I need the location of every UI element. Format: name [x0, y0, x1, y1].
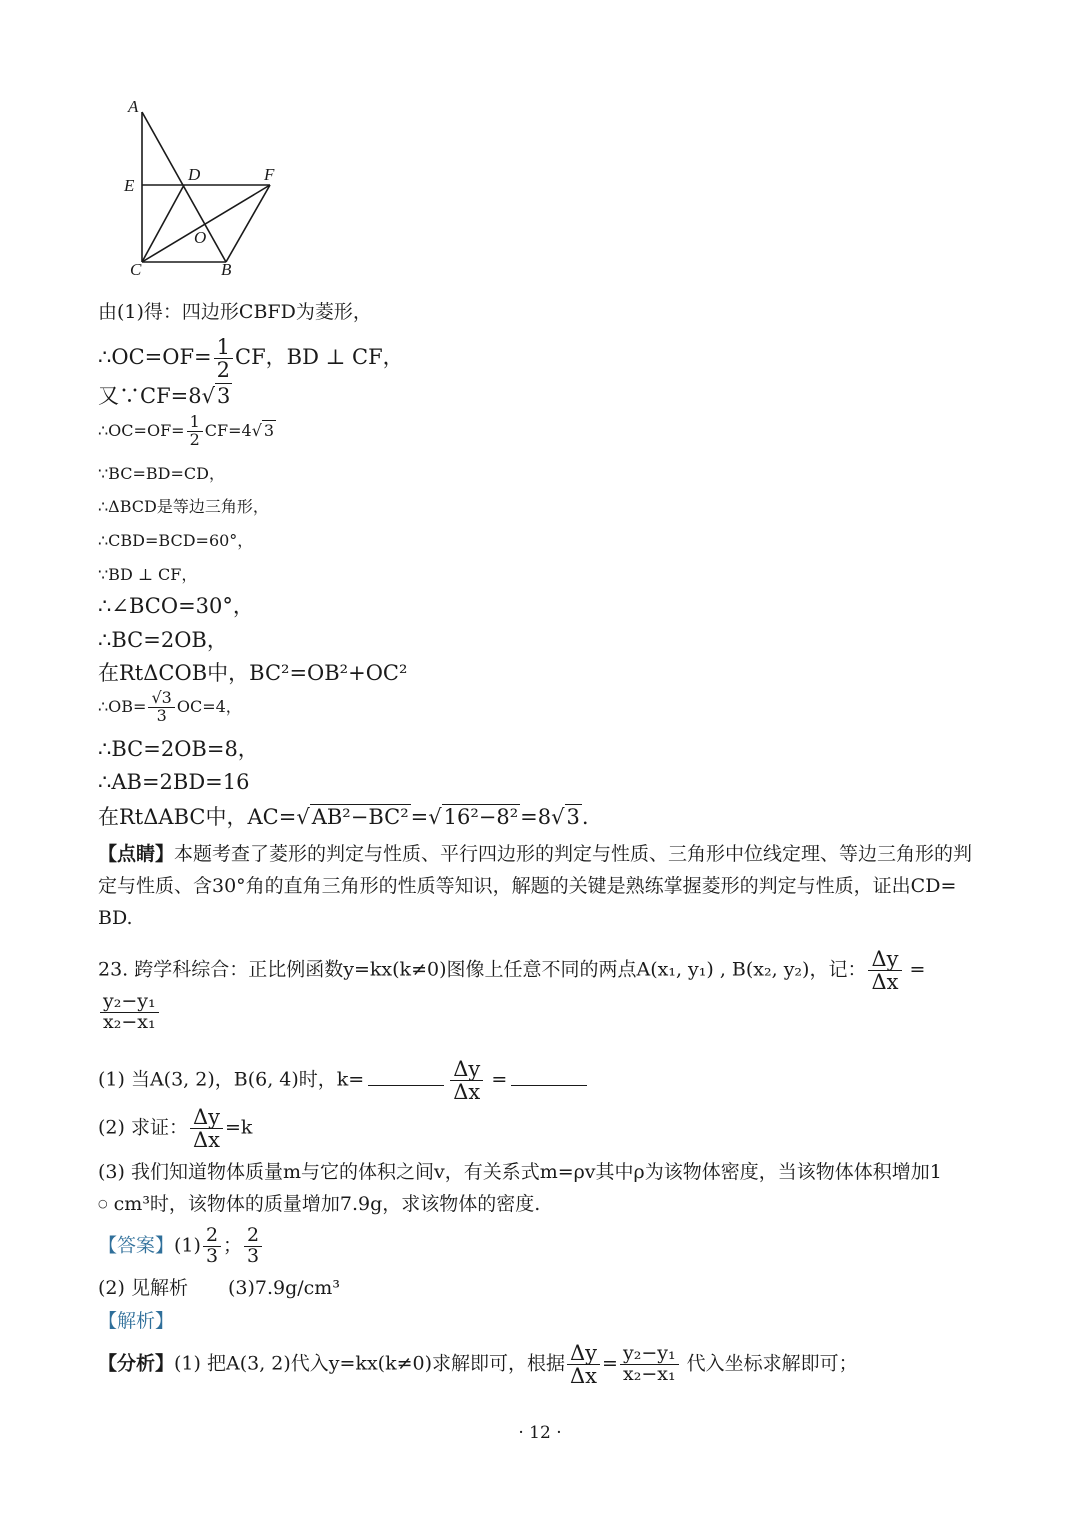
proof-line-10: ∴BC=2OB，: [98, 628, 228, 652]
segment-cd: [142, 185, 184, 262]
label-o: O: [194, 228, 207, 247]
question-23-intro: 23. 跨学科综合：正比例函数y=kx(k≠0)图像上任意不同的两点A(x₁, y₁) , B(x₂, y₂)，记： $\frac{\Delta y}{\Delta x}$ =: [98, 947, 926, 995]
page-number: · 12 ·: [518, 1423, 562, 1443]
proof-line-15: 在RtΔABC中，AC=√AB²−BC²=√16²−8²=8√3.: [98, 805, 589, 829]
comment-tag: 【点睛】: [98, 843, 175, 865]
question-23-part3-line1: (3) 我们知道物体质量m与它的体积之间v，有关系式m=ρv其中ρ为该物体密度，当该物体体积增加1: [98, 1161, 942, 1183]
label-e: E: [124, 176, 135, 195]
proof-line-11: 在RtΔCOB中，BC²=OB²+OC²: [98, 661, 408, 685]
proof-line-2: ∴OC=OF= $\frac{1}{2}$ CF，BD ⊥ CF，: [98, 335, 404, 383]
question-23-part2: (2) 求证： $\frac{\Delta y}{\Delta x}$ =k: [98, 1105, 253, 1153]
answer-tag: 【答案】: [98, 1234, 175, 1257]
analysis-line-1: 【分析】(1) 把A(3, 2)代入y=kx(k≠0)求解即可，根据 $\frac{\Delta y}{\Delta x}$ = $\frac{\text{y₂−y₁}}{\text{x₂−x₁}}$ 代入坐标求解即可；: [98, 1341, 858, 1389]
proof-line-8: ∵BD ⊥ CF，: [98, 565, 198, 584]
answer-line-1: 【答案】(1) $\frac{2}{3}$ ； $\frac{2}{3}$: [98, 1226, 264, 1267]
proof-line-5: ∵BC=BD=CD，: [98, 464, 225, 483]
label-a: A: [128, 97, 139, 116]
geometry-figure: [118, 92, 298, 282]
label-b: B: [221, 260, 232, 279]
proof-line-1: 由(1)得：四边形CBFD为菱形，: [98, 301, 372, 323]
fraction-half: $\frac{1}{2}$: [214, 336, 233, 381]
proof-line-9: ∴∠BCO=30°，: [98, 594, 254, 618]
segment-cf: [142, 185, 270, 262]
answer-blank-k[interactable]: [368, 1067, 444, 1086]
answer-line-2: (2) 见解析 (3)7.9g/cm³: [98, 1277, 340, 1299]
question-23-part1: (1) 当A(3, 2)，B(6, 4)时，k= $\frac{\Delta y}{\Delta x}$ =: [98, 1058, 591, 1103]
proof-line-13: ∴BC=2OB=8，: [98, 737, 259, 761]
question-23-fraction: $\frac{\text{y₂−y₁}}{\text{x₂−x₁}}$: [98, 992, 161, 1033]
label-c: C: [130, 260, 142, 279]
proof-line-14: ∴AB=2BD=16: [98, 770, 250, 794]
proof-line-6: ∴ΔBCD是等边三角形，: [98, 497, 269, 516]
question-23-part3-line2: ○ cm³时，该物体的质量增加7.9g，求该物体的密度.: [98, 1193, 541, 1215]
label-f: F: [264, 165, 275, 184]
analysis-tag: 【解析】: [98, 1310, 175, 1332]
proof-line-4: ∴OC=OF= $\frac{1}{2}$ CF=4√ 3: [98, 412, 275, 449]
label-d: D: [188, 165, 201, 184]
segment-fb: [226, 185, 270, 262]
proof-line-3: 又∵CF=8√3: [98, 384, 231, 408]
answer-blank-ratio[interactable]: [511, 1067, 587, 1086]
comment-block: 【点睛】本题考查了菱形的判定与性质、平行四边形的判定与性质、三角形中位线定理、等边三角形的判 定与性质、含30°角的直角三角形的性质等知识，解题的关键是熟练掌握菱形的判定与性质，证出CD= BD.: [98, 843, 973, 929]
proof-line-7: ∴CBD=BCD=60°，: [98, 531, 254, 550]
proof-line-12: ∴OB= $\frac{√3}{3}$ OC=4，: [98, 688, 242, 725]
